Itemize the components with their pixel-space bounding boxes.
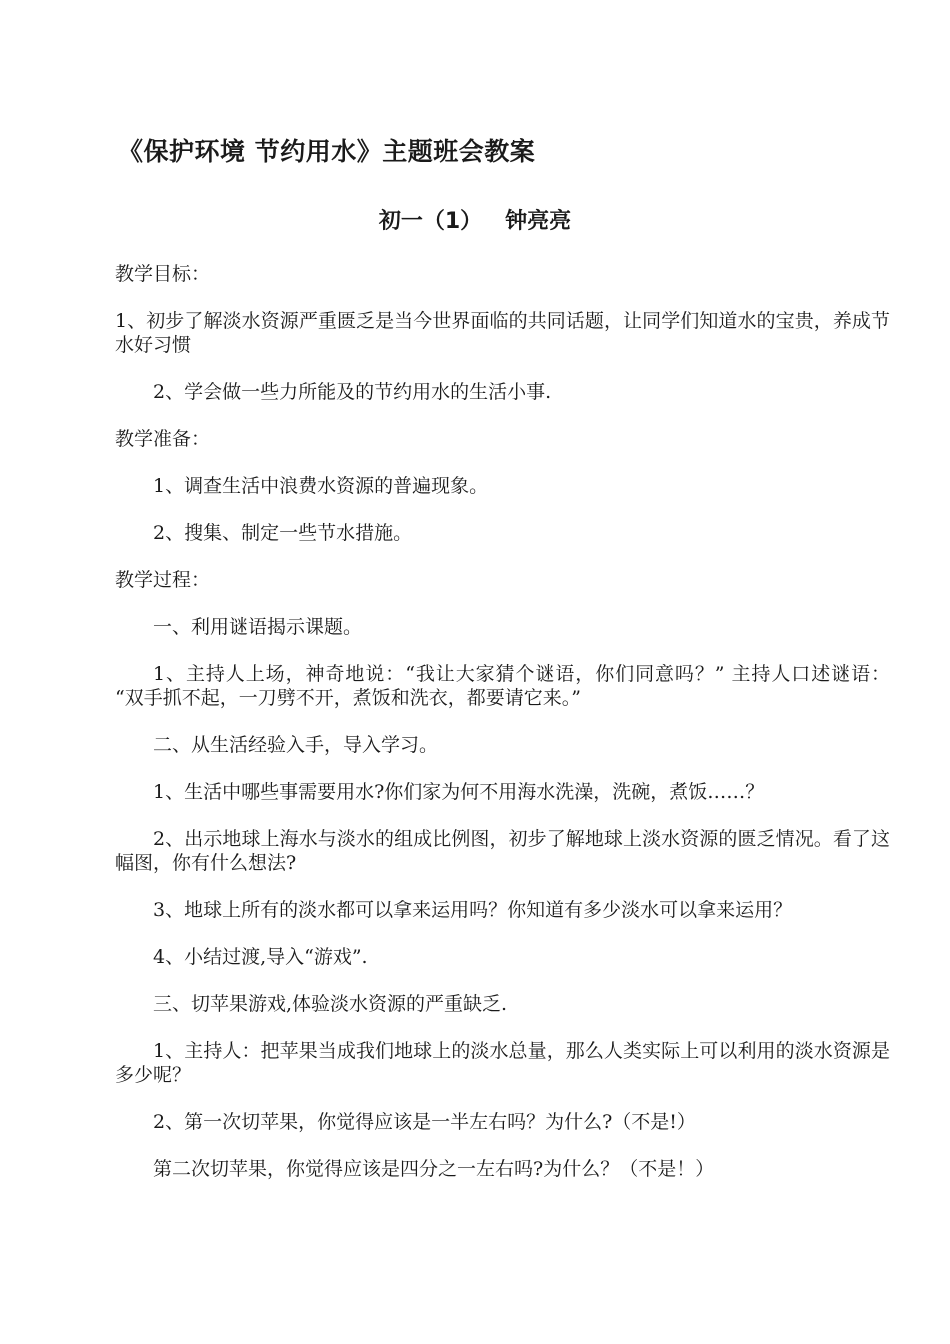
paragraph: 一、利用谜语揭示课题。	[153, 616, 363, 638]
author-line: 初一（1） 钟亮亮	[378, 209, 572, 234]
paragraph: 1、生活中哪些事需要用水?你们家为何不用海水洗澡，洗碗，煮饭……？	[153, 781, 765, 803]
document-title: 《保护环境 节约用水》主题班会教案	[118, 137, 536, 166]
paragraph: 1、主持人上场，神奇地说：“我让大家猜个谜语，你们同意吗？” 主持人口述谜语： “双手抓不起，一刀劈不开，煮饭和洗衣，都要请它来。”	[115, 663, 890, 709]
paragraph: 教学准备：	[115, 428, 211, 450]
paragraph: 3、地球上所有的淡水都可以拿来运用吗？你知道有多少淡水可以拿来运用？	[153, 899, 793, 921]
paragraph: 1、主持人：把苹果当成我们地球上的淡水总量，那么人类实际上可以利用的淡水资源是多少呢？	[115, 1040, 890, 1086]
paragraph: 4、小结过渡,导入“游戏”.	[153, 946, 368, 968]
paragraph: 2、学会做一些力所能及的节约用水的生活小事.	[153, 381, 552, 403]
paragraph: 2、出示地球上海水与淡水的组成比例图，初步了解地球上淡水资源的匮乏情况。看了这幅图，你有什么想法?	[115, 828, 890, 874]
paragraph: 三、切苹果游戏,体验淡水资源的严重缺乏.	[153, 993, 508, 1015]
document-body	[115, 262, 890, 1204]
paragraph: 第二次切苹果，你觉得应该是四分之一左右吗?为什么？（不是！）	[153, 1158, 715, 1180]
paragraph: 2、搜集、制定一些节水措施。	[153, 522, 413, 544]
paragraph: 2、第一次切苹果，你觉得应该是一半左右吗？为什么?（不是!）	[153, 1111, 696, 1133]
paragraph: 二、从生活经验入手，导入学习。	[153, 734, 439, 756]
paragraph: 教学过程：	[115, 569, 211, 591]
paragraph: 教学目标：	[115, 263, 211, 285]
paragraph: 1、初步了解淡水资源严重匮乏是当今世界面临的共同话题，让同学们知道水的宝贵，养成节水好习惯	[115, 310, 890, 356]
paragraph: 1、调查生活中浪费水资源的普遍现象。	[153, 475, 489, 497]
